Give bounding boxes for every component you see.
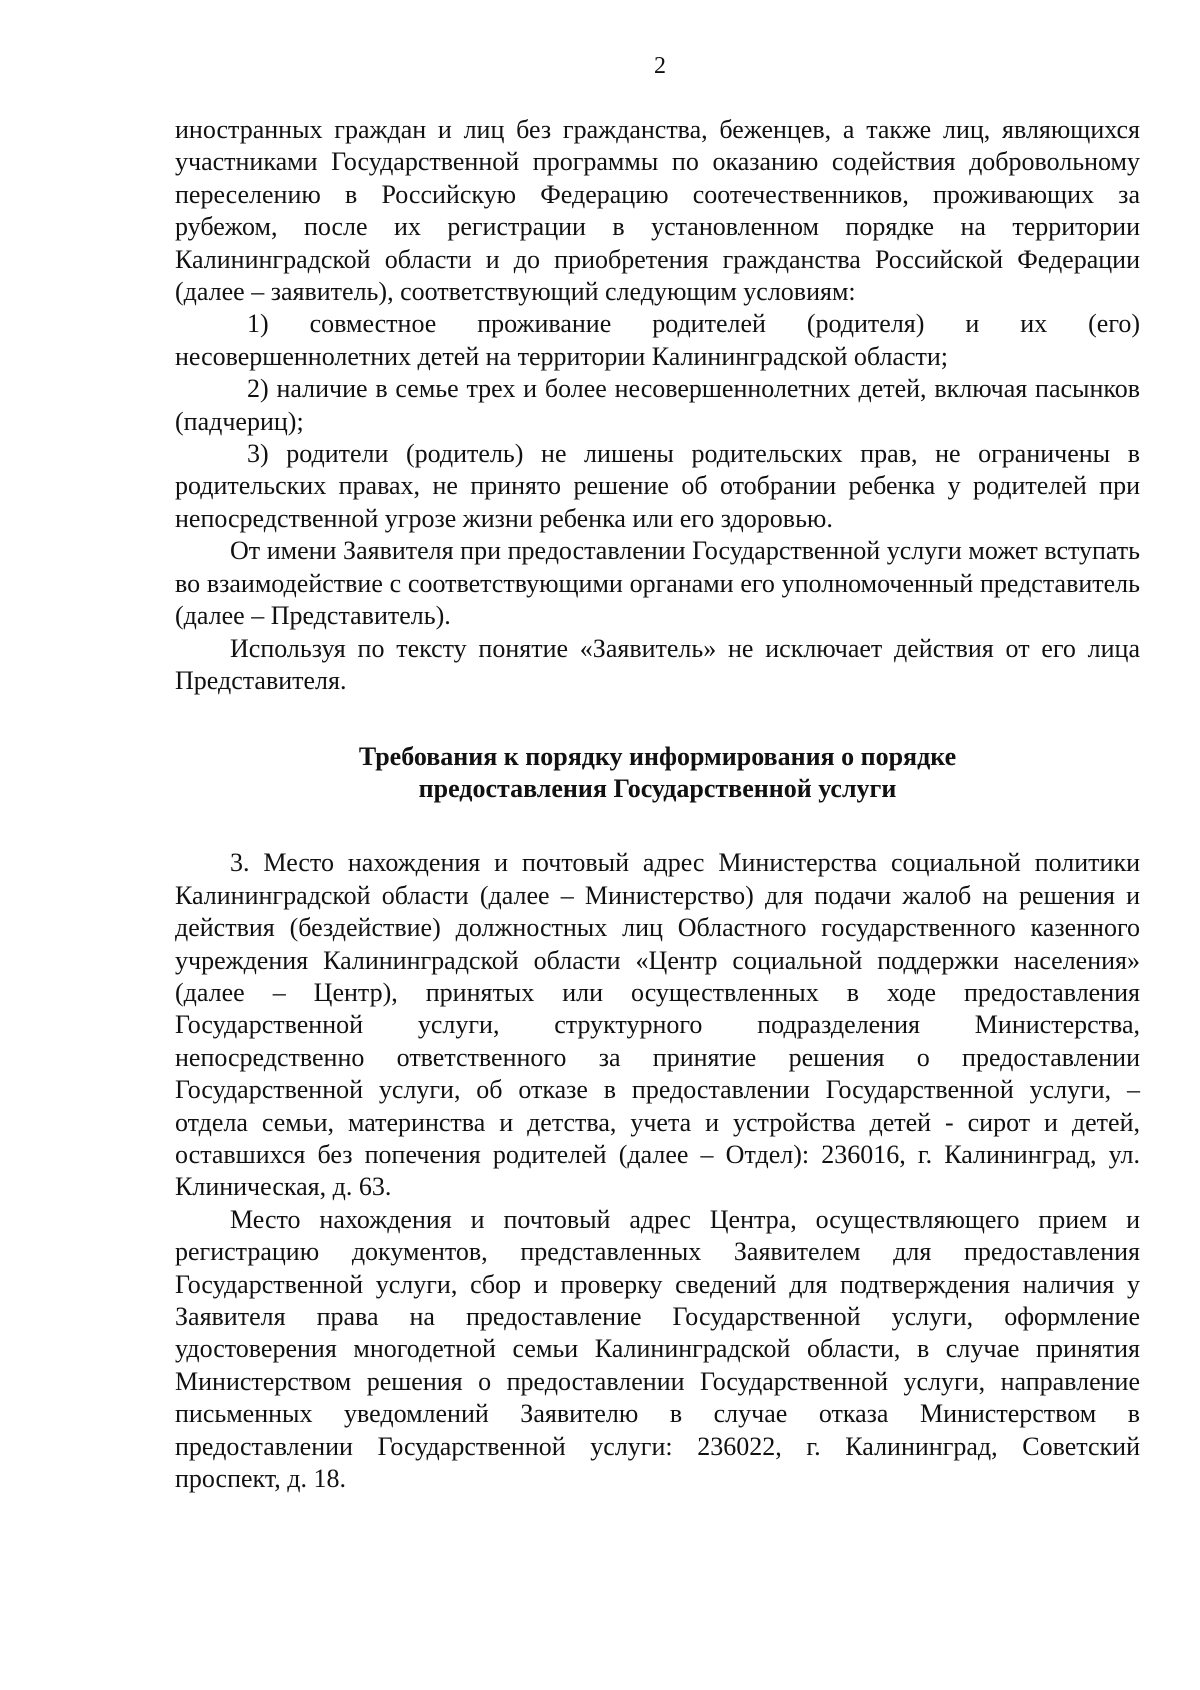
paragraph-representative: От имени Заявителя при предоставлении Государственной услуги может вступать во взаимодействие с соответствующими органами его уполномоченный представитель (далее – Представитель). xyxy=(175,536,1140,631)
section-heading-line-1: Требования к порядку информирования о порядке xyxy=(358,742,957,772)
page-number: 2 xyxy=(654,53,666,79)
paragraph-condition-1: 1) совместное проживание родителей (родителя) и их (его) несовершеннолетних детей на территории Калининградской области; xyxy=(175,309,1140,371)
paragraph-intro-continuation: иностранных граждан и лиц без гражданства, беженцев, а также лиц, являющихся участниками Государственной программы по оказанию содействия добровольному переселению в Российскую Федерацию соотечественников, проживающих за рубежом, после их регистрации в установленном порядке на территории Калининградской области и до приобретения гражданства Российской Федерации (далее – заявитель), соответствующий следующим условиям: xyxy=(175,115,1140,307)
paragraph-condition-3: 3) родители (родитель) не лишены родительских прав, не ограничены в родительских правах, не принято решение об отобрании ребенка у родителей при непосредственной угрозе жизни ребенка или его здоровью. xyxy=(175,439,1140,533)
paragraph-applicant-term: Используя по тексту понятие «Заявитель» не исключает действия от его лица Представителя. xyxy=(175,633,1140,695)
paragraph-section-3: 3. Место нахождения и почтовый адрес Министерства социальной политики Калининградской области (далее – Министерство) для подачи жалоб на решения и действия (бездействие) должностных лиц Областного государственного казенного учреждения Калининградской области «Центр социальной поддержки населения» (далее – Центр), принятых или осуществленных в ходе предоставления Государственной услуги, структурного подразделения Министерства, непосредственно ответственного за принятие решения о предоставлении Государственной услуги, об отказе в предоставлении Государственной услуги, – отдела семьи, материнства и детства, учета и устройства детей - сирот и детей, оставшихся без попечения родителей (далее – Отдел): 236016, г. Калининград, ул. Клиническая, д. 63. xyxy=(175,848,1140,1202)
paragraph-center-address: Место нахождения и почтовый адрес Центра, осуществляющего прием и регистрацию документов, представленных Заявителем для предоставления Государственной услуги, сбор и проверку сведений для подтверждения наличия у Заявителя права на предоставление Государственной услуги, оформление удостоверения многодетной семьи Калининградской области, в случае принятия Министерством решения о предоставлении Государственной услуги, направление письменных уведомлений Заявителю в случае отказа Министерством в предоставлении Государственной услуги: 236022, г. Калининград, Советский проспект, д. 18. xyxy=(175,1204,1140,1494)
section-heading xyxy=(175,741,1140,805)
document-body xyxy=(175,114,1140,1495)
section-heading-line-2: предоставления Государственной услуги xyxy=(418,774,897,804)
paragraph-condition-2: 2) наличие в семье трех и более несовершеннолетних детей, включая пасынков (падчериц); xyxy=(175,374,1140,436)
